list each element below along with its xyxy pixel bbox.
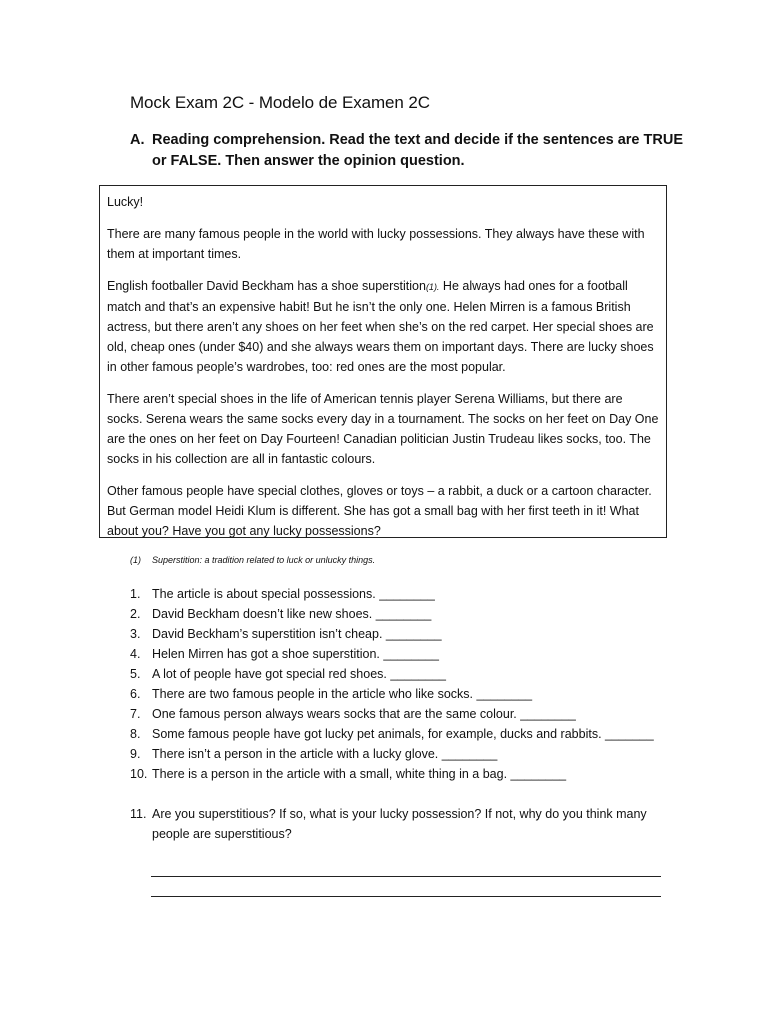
question-number: 1.	[130, 587, 141, 601]
question-item	[130, 764, 690, 784]
question-item	[130, 584, 690, 604]
question-text: Helen Mirren has got a shoe superstition. ________	[152, 647, 439, 661]
section-letter: A.	[130, 132, 145, 148]
question-number: 10.	[130, 767, 148, 781]
footnote	[130, 555, 375, 565]
question-number: 2.	[130, 607, 141, 621]
question-number: 3.	[130, 627, 141, 641]
question-item	[130, 724, 690, 744]
instructions-text: Reading comprehension. Read the text and decide if the sentences are TRUE or FALSE. Then answer the opinion question.	[152, 132, 683, 169]
reading-text-box	[99, 185, 667, 538]
question-text: There isn’t a person in the article with a lucky glove. ________	[152, 747, 498, 761]
footnote-reference: (1).	[425, 282, 440, 292]
paragraph-2-start: English footballer David Beckham has a shoe superstition	[107, 279, 426, 293]
answer-line[interactable]	[151, 896, 661, 897]
paragraph-2-rest: He always had ones for a football match and that’s an expensive habit! But he isn’t the only one. Helen Mirren is a famous British actress, but there aren’t any shoes on her feet when she’s on the red carpet. Her special shoes are old, cheap ones (under $40) and she always wears them on important days. There are lucky shoes in other famous people’s wardrobes, too: red ones are the most popular.	[107, 279, 654, 374]
reading-title: Lucky!	[107, 195, 144, 209]
question-number: 4.	[130, 647, 141, 661]
question-number: 6.	[130, 687, 141, 701]
question-number: 9.	[130, 747, 141, 761]
reading-paragraph-4: Other famous people have special clothes, gloves or toys – a rabbit, a duck or a cartoon character. But German model Heidi Klum is different. She has got a small bag with her first teeth in it! What about you? Have you got any lucky possessions?	[107, 484, 652, 538]
question-text: One famous person always wears socks that are the same colour. ________	[152, 707, 576, 721]
question-text: A lot of people have got special red shoes. ________	[152, 667, 446, 681]
section-a-instructions	[130, 130, 690, 172]
footnote-number: (1)	[130, 555, 141, 565]
reading-paragraph-2	[107, 276, 659, 377]
question-item	[130, 704, 690, 724]
footnote-text: Superstition: a tradition related to luck or unlucky things.	[152, 555, 376, 565]
question-text: The article is about special possessions. ________	[152, 587, 435, 601]
page-title: Mock Exam 2C - Modelo de Examen 2C	[130, 93, 430, 112]
question-item	[130, 744, 690, 764]
question-text: There are two famous people in the article who like socks. ________	[152, 687, 533, 701]
question-item	[130, 644, 690, 664]
question-item	[130, 604, 690, 624]
question-number: 11.	[130, 807, 147, 821]
reading-paragraph-3: There aren’t special shoes in the life of American tennis player Serena Williams, but there are socks. Serena wears the same socks every day in a tournament. The socks on her feet on Day One are the ones on her feet on Day Fourteen! Canadian politician Justin Trudeau likes socks, too. The socks in his collection are all in fantastic colours.	[107, 392, 659, 466]
question-item	[130, 664, 690, 684]
reading-paragraph-1: There are many famous people in the world with lucky possessions. They always have these with them at important times.	[107, 227, 645, 261]
opinion-question	[130, 804, 670, 844]
question-text: David Beckham doesn’t like new shoes. ________	[152, 607, 432, 621]
question-number: 5.	[130, 667, 141, 681]
question-number: 8.	[130, 727, 141, 741]
question-text: David Beckham’s superstition isn’t cheap. ________	[152, 627, 442, 641]
question-text: Some famous people have got lucky pet animals, for example, ducks and rabbits. _______	[152, 727, 654, 741]
question-item	[130, 684, 690, 704]
question-item	[130, 624, 690, 644]
question-number: 7.	[130, 707, 141, 721]
opinion-question-text: Are you superstitious? If so, what is your lucky possession? If not, why do you think many people are superstitious?	[152, 807, 647, 841]
question-text: There is a person in the article with a small, white thing in a bag. ________	[152, 767, 567, 781]
true-false-questions	[130, 584, 690, 784]
answer-line[interactable]	[151, 876, 661, 877]
